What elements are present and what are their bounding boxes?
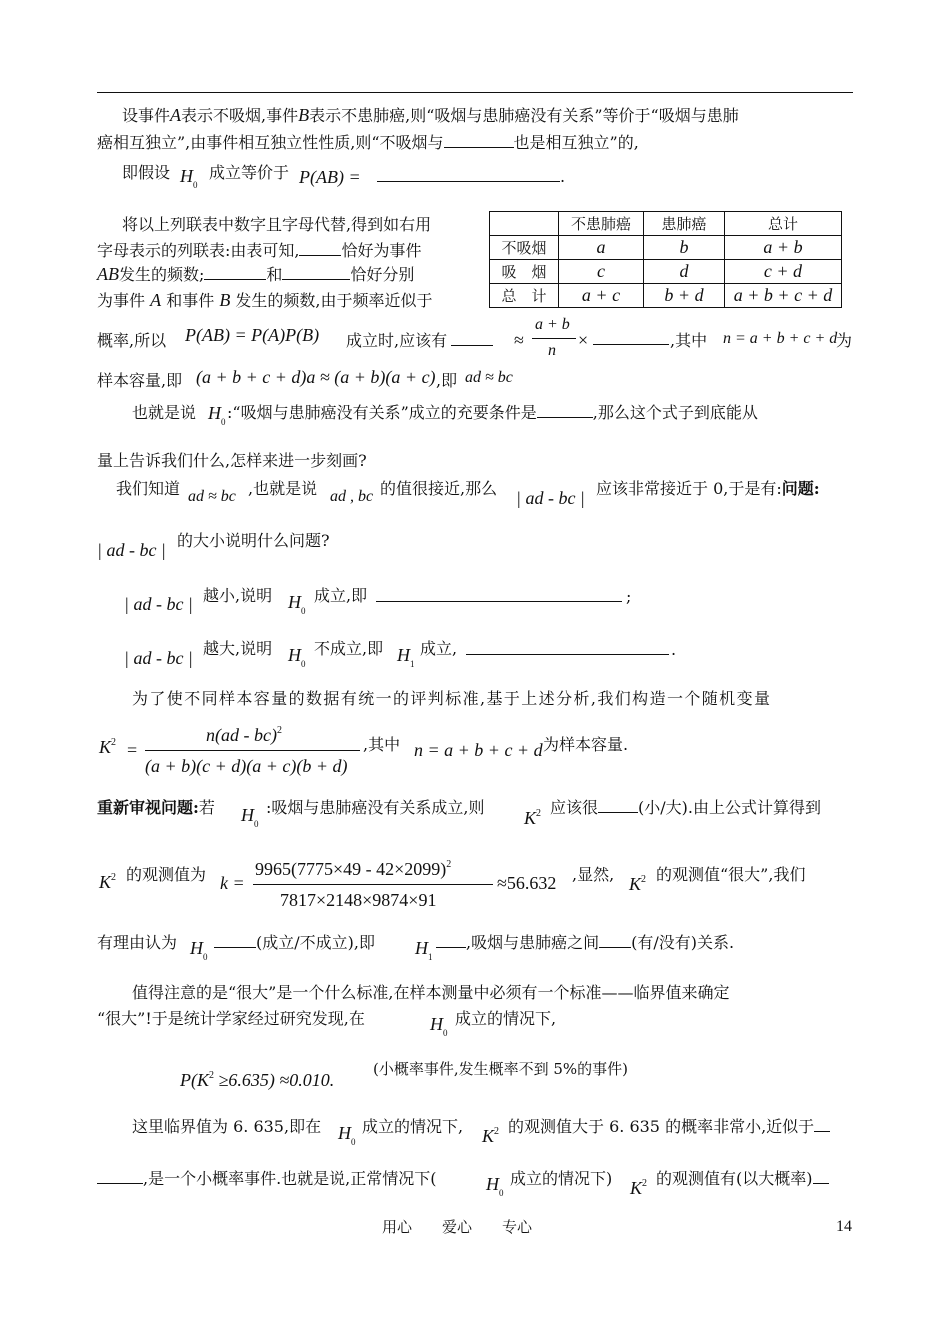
text (455, 1006, 556, 1029)
equation-n (414, 740, 543, 761)
text (436, 368, 457, 391)
text: 即假设 (122, 163, 171, 182)
subscript: 0 (301, 606, 306, 616)
text: 这里临界值为 6. 635,即在 (132, 1117, 322, 1136)
text (373, 1058, 628, 1079)
text (314, 636, 383, 659)
k2-denominator (145, 756, 348, 777)
blank (436, 933, 466, 948)
text (227, 400, 758, 423)
h0-symbol (208, 403, 226, 427)
text: . (671, 640, 677, 659)
subscript: 0 (499, 1188, 504, 1198)
blank-line (593, 330, 669, 345)
text: 值得注意的是“很大”是一个什么标准,在样本测量中必须有一个标准——临界值来确定 (132, 983, 730, 1002)
text: ,即 (436, 371, 458, 390)
text: 的观测值大于 6. 635 的概率非常小,近似于 (508, 1117, 815, 1136)
superscript: 2 (641, 874, 647, 885)
math: ad ≈ bc (465, 369, 513, 386)
k-numerator (255, 859, 451, 880)
table-header-row (490, 212, 842, 236)
math: × (578, 330, 589, 350)
abs-ad-bc (516, 488, 585, 509)
text: 和 (266, 265, 283, 284)
superscript: 2 (642, 1178, 648, 1189)
blank (537, 403, 593, 418)
h0-symbol (288, 592, 306, 616)
superscript: 2 (536, 808, 542, 819)
text: 应该很 (550, 798, 599, 817)
table-cell: a (559, 236, 644, 260)
h0-symbol (288, 645, 306, 669)
h0-symbol (486, 1174, 504, 1198)
math: ≥6.635) ≈0.010. (218, 1070, 335, 1090)
fraction-bar (145, 750, 360, 751)
superscript: 2 (494, 1126, 500, 1137)
h0-symbol (190, 938, 208, 962)
times-symbol (578, 330, 588, 351)
blank (376, 587, 631, 606)
subscript: 0 (193, 180, 198, 190)
text: ,那么这个式子到底能从 (592, 403, 758, 422)
subscript: 0 (203, 952, 208, 962)
superscript: 2 (111, 737, 117, 748)
text (656, 1166, 829, 1189)
contingency-table (489, 211, 842, 308)
text (248, 476, 317, 499)
text (214, 930, 375, 953)
header-rule (97, 92, 853, 93)
blank (593, 330, 669, 349)
math: | ad - bc | (124, 648, 193, 668)
text: 也就是说 (132, 403, 197, 422)
math: ad , bc (330, 488, 374, 505)
text: 表示不吸烟,事件 (181, 106, 299, 125)
fraction-numerator (535, 316, 570, 334)
blank (598, 798, 638, 813)
text: 癌相互独立”,由事件相互独立性性质,则“不吸烟与 (97, 133, 444, 152)
paragraph-event-definition-line2 (97, 130, 639, 153)
text: (小概率事件,发生概率不到 5%的事件) (373, 1060, 629, 1078)
superscript: 2 (446, 859, 452, 870)
fraction-bar (532, 338, 576, 339)
h-letter: H (190, 938, 203, 958)
superscript: 2 (209, 1070, 214, 1081)
h-letter: H (397, 645, 410, 665)
text (508, 1114, 830, 1137)
text: 和事件 (166, 291, 215, 310)
blank (599, 933, 631, 948)
table-row (490, 260, 842, 284)
subscript: 0 (351, 1137, 356, 1147)
blank (204, 265, 266, 280)
table-cell: c (559, 260, 644, 284)
text: :“吸烟与患肺癌没有关系”成立的充要条件是 (227, 403, 537, 422)
text (203, 636, 272, 659)
math: 7817×2148×9874×91 (280, 890, 437, 910)
blank (97, 1169, 143, 1184)
text (177, 528, 330, 551)
text (380, 476, 497, 499)
h-letter: H (180, 166, 193, 186)
abs-ad-bc (124, 648, 193, 669)
math: ad ≈ bc (188, 488, 236, 505)
h-letter: H (486, 1174, 499, 1194)
var-a: A (150, 290, 162, 310)
paragraph-condition (132, 400, 196, 423)
text (203, 583, 272, 606)
text (550, 795, 821, 818)
math: a + b (535, 316, 570, 333)
subscript: 0 (221, 417, 226, 427)
table-cell: 不患肺癌 (559, 212, 644, 236)
text: 发生的频数,由于频率近似于 (235, 291, 433, 310)
table-cell: 总计 (725, 212, 842, 236)
table-row (490, 236, 842, 260)
h0-symbol (241, 805, 259, 829)
text (314, 583, 367, 606)
h-letter: H (288, 592, 301, 612)
text (97, 1006, 365, 1029)
h-letter: H (415, 938, 428, 958)
k-letter: K (99, 737, 112, 757)
h1-symbol (397, 645, 415, 669)
blank (814, 1117, 830, 1132)
text: ; (626, 587, 632, 606)
h0-symbol (180, 166, 198, 190)
text: 的值很接近,那么 (380, 479, 498, 498)
subscript: 1 (410, 659, 415, 669)
equation-independence (185, 325, 319, 346)
subscript: 0 (443, 1028, 448, 1038)
k-letter: K (524, 808, 537, 828)
text: :吸烟与患肺癌没有关系成立,则 (266, 798, 485, 817)
table-cell (490, 212, 559, 236)
equation-ad-bc (465, 369, 513, 387)
equation-ad-bc (188, 488, 236, 506)
k-letter: K (482, 1126, 495, 1146)
text (363, 732, 400, 755)
text (346, 328, 493, 351)
blank (282, 265, 350, 280)
text (97, 288, 433, 311)
text: 将以上列联表中数字且字母代替,得到如右用 (122, 215, 432, 234)
text (510, 1166, 612, 1189)
text (97, 238, 422, 261)
text: 用心 爱心 专心 (382, 1218, 533, 1236)
text: 字母表示的列联表:由表可知, (97, 241, 300, 260)
blank (299, 241, 341, 256)
text: 成立等价于 (209, 163, 290, 182)
text: ,是一个小概率事件.也就是说,正常情况下( (143, 1169, 437, 1188)
math: P(K (180, 1070, 209, 1090)
text: 若 (198, 798, 215, 817)
k2-symbol (482, 1126, 499, 1147)
text: 14 (836, 1218, 852, 1235)
table-cell: c + d (725, 260, 842, 284)
abs-ad-bc (124, 594, 193, 615)
table-cell: 不吸烟 (490, 236, 559, 260)
text: 的观测值有(以大概率) (656, 1169, 813, 1188)
review-label: 重新审视问题: (97, 798, 199, 817)
paragraph-probability (97, 328, 166, 351)
footer-motto (382, 1216, 532, 1237)
math: | ad - bc | (516, 488, 585, 508)
math: n = a + b + c + d (723, 330, 838, 347)
math: ≈ (514, 330, 524, 350)
blank-line (376, 587, 622, 602)
table-cell: b (644, 236, 725, 260)
text: 概率,所以 (97, 331, 167, 350)
text (209, 160, 289, 183)
text: 有理由认为 (97, 933, 178, 952)
subscript: 0 (254, 819, 259, 829)
text: 成立的情况下, (362, 1117, 464, 1136)
equals-symbol (127, 740, 137, 761)
k-letter: K (630, 1178, 643, 1198)
h1-symbol (415, 938, 433, 962)
text: 越大,说明 (203, 639, 273, 658)
math: | ad - bc | (97, 540, 166, 560)
text (362, 1114, 463, 1137)
text: “很大”!于是统计学家经过研究发现,在 (97, 1009, 365, 1028)
table-cell: 总 计 (490, 284, 559, 308)
text: 应该非常接近于 0,于是有: (596, 479, 782, 498)
text: 的观测值“很大”,我们 (656, 865, 806, 884)
page-number (836, 1218, 852, 1236)
text (266, 795, 484, 818)
k2-symbol (629, 874, 646, 895)
text: 成立,即 (314, 586, 368, 605)
text (436, 930, 734, 953)
paragraph-random-variable (132, 686, 771, 709)
fraction-denominator (548, 342, 556, 360)
text: ,其中 (363, 735, 401, 754)
equation-n (723, 330, 837, 348)
question-label: 问题: (781, 479, 820, 498)
table-cell: a + c (559, 284, 644, 308)
h0-symbol (430, 1014, 448, 1038)
text: 为 (836, 331, 853, 350)
var-b: B (298, 105, 310, 125)
h-letter: H (430, 1014, 443, 1034)
text: 设事件 (122, 106, 171, 125)
text: (有/没有)关系. (631, 933, 735, 952)
text: ,显然, (572, 865, 615, 884)
text: 恰好分别 (350, 265, 415, 284)
math: n = a + b + c + d (414, 740, 543, 760)
k-equals (220, 873, 245, 894)
superscript: 2 (111, 872, 117, 883)
paragraph-threshold (132, 1114, 321, 1137)
text (126, 862, 206, 885)
text: 为事件 (97, 291, 146, 310)
text: ,吸烟与患肺癌之间 (466, 933, 600, 952)
table-cell: 患肺癌 (644, 212, 725, 236)
table-cell: d (644, 260, 725, 284)
text (596, 476, 820, 499)
text: 成立的情况下) (510, 1169, 613, 1188)
math: 9965(7775×49 - 42×2099) (255, 859, 447, 879)
equation-pab (299, 167, 361, 188)
paragraph-event-definition (122, 103, 739, 126)
h-letter: H (241, 805, 254, 825)
blank (214, 933, 256, 948)
var-a: A (170, 105, 182, 125)
text: 量上告诉我们什么,怎样来进一步刻画? (97, 451, 367, 470)
equation-ad-bc-pair (330, 488, 373, 506)
text: 也是相互独立”的, (513, 133, 639, 152)
k-value (497, 873, 556, 894)
paragraph-hypothesis (122, 160, 170, 183)
text (572, 862, 614, 885)
text: (小/大).由上公式计算得到 (638, 798, 821, 817)
k-letter: K (629, 874, 642, 894)
k2-symbol (99, 737, 116, 758)
paragraph-conclusion (97, 930, 177, 953)
table-cell: a + b (725, 236, 842, 260)
var-b: B (219, 290, 231, 310)
paragraph-table-intro (122, 212, 431, 235)
text: ,其中 (670, 331, 708, 350)
math: ≈56.632 (497, 873, 557, 893)
h-letter: H (338, 1123, 351, 1143)
k-denominator (280, 890, 436, 911)
math: P(AB) = P(A)P(B) (185, 325, 320, 345)
paragraph-critical-value (132, 980, 729, 1003)
probability-equation (180, 1070, 334, 1091)
math: n (548, 342, 556, 359)
text: 越小,说明 (203, 586, 273, 605)
math: (a + b)(c + d)(a + c)(b + d) (145, 756, 348, 776)
text: 的观测值为 (126, 865, 207, 884)
math: k = (220, 873, 245, 893)
text (543, 732, 628, 755)
paragraph-review (97, 795, 215, 818)
blank (466, 640, 676, 659)
blank (444, 133, 514, 148)
blank (451, 331, 493, 346)
paragraph-sample-size (97, 368, 182, 391)
text: 为了使不同样本容量的数据有统一的评判标准,基于上述分析,我们构造一个随机变量 (132, 689, 772, 708)
text: 恰好为事件 (341, 241, 422, 260)
equation-expansion (196, 367, 436, 388)
text (670, 328, 707, 351)
subscript: 1 (428, 952, 433, 962)
k2-symbol (630, 1178, 647, 1199)
k2-numerator (206, 725, 282, 746)
text: 成立时,应该有 (346, 331, 448, 350)
math: P(AB) = (299, 167, 361, 187)
blank-line (377, 167, 560, 182)
table-cell: 吸 烟 (490, 260, 559, 284)
math: | ad - bc | (124, 594, 193, 614)
paragraph-normal-case (97, 1166, 437, 1189)
text: 我们知道 (116, 479, 181, 498)
abs-ad-bc (97, 540, 166, 561)
text: 为样本容量. (543, 735, 629, 754)
blank (377, 167, 565, 186)
k-letter: K (99, 872, 112, 892)
text: 成立, (420, 639, 458, 658)
h0-symbol (338, 1123, 356, 1147)
k2-symbol (99, 872, 116, 893)
subscript: 0 (301, 659, 306, 669)
paragraph-we-know (116, 476, 180, 499)
fraction-bar (253, 884, 493, 885)
text (420, 636, 457, 659)
math: n(ad - bc) (206, 725, 277, 745)
paragraph-question (97, 448, 367, 471)
k2-symbol (524, 808, 541, 829)
text (656, 862, 805, 885)
text: 的大小说明什么问题? (177, 531, 330, 550)
math: = (127, 740, 138, 760)
text (836, 328, 852, 351)
math: (a + b + c + d)a ≈ (a + b)(a + c) (196, 367, 436, 387)
text: 不成立,即 (314, 639, 384, 658)
text: 表示不患肺癌,则“吸烟与患肺癌没有关系”等价于“吸烟与患肺 (309, 106, 739, 125)
var-ab: AB (97, 264, 119, 284)
text: (成立/不成立),即 (256, 933, 375, 952)
superscript: 2 (276, 725, 282, 736)
table-row (490, 284, 842, 308)
text: 样本容量,即 (97, 371, 183, 390)
blank-line (466, 640, 669, 655)
text: ,也就是说 (248, 479, 318, 498)
text: . (560, 167, 566, 186)
table-cell: a + b + c + d (725, 284, 842, 308)
h-letter: H (288, 645, 301, 665)
text: 发生的频数; (119, 265, 205, 284)
text: 成立的情况下, (455, 1009, 557, 1028)
approx-symbol (514, 330, 524, 351)
blank (813, 1169, 829, 1184)
text (97, 262, 414, 285)
h-letter: H (208, 403, 221, 423)
table-cell: b + d (644, 284, 725, 308)
